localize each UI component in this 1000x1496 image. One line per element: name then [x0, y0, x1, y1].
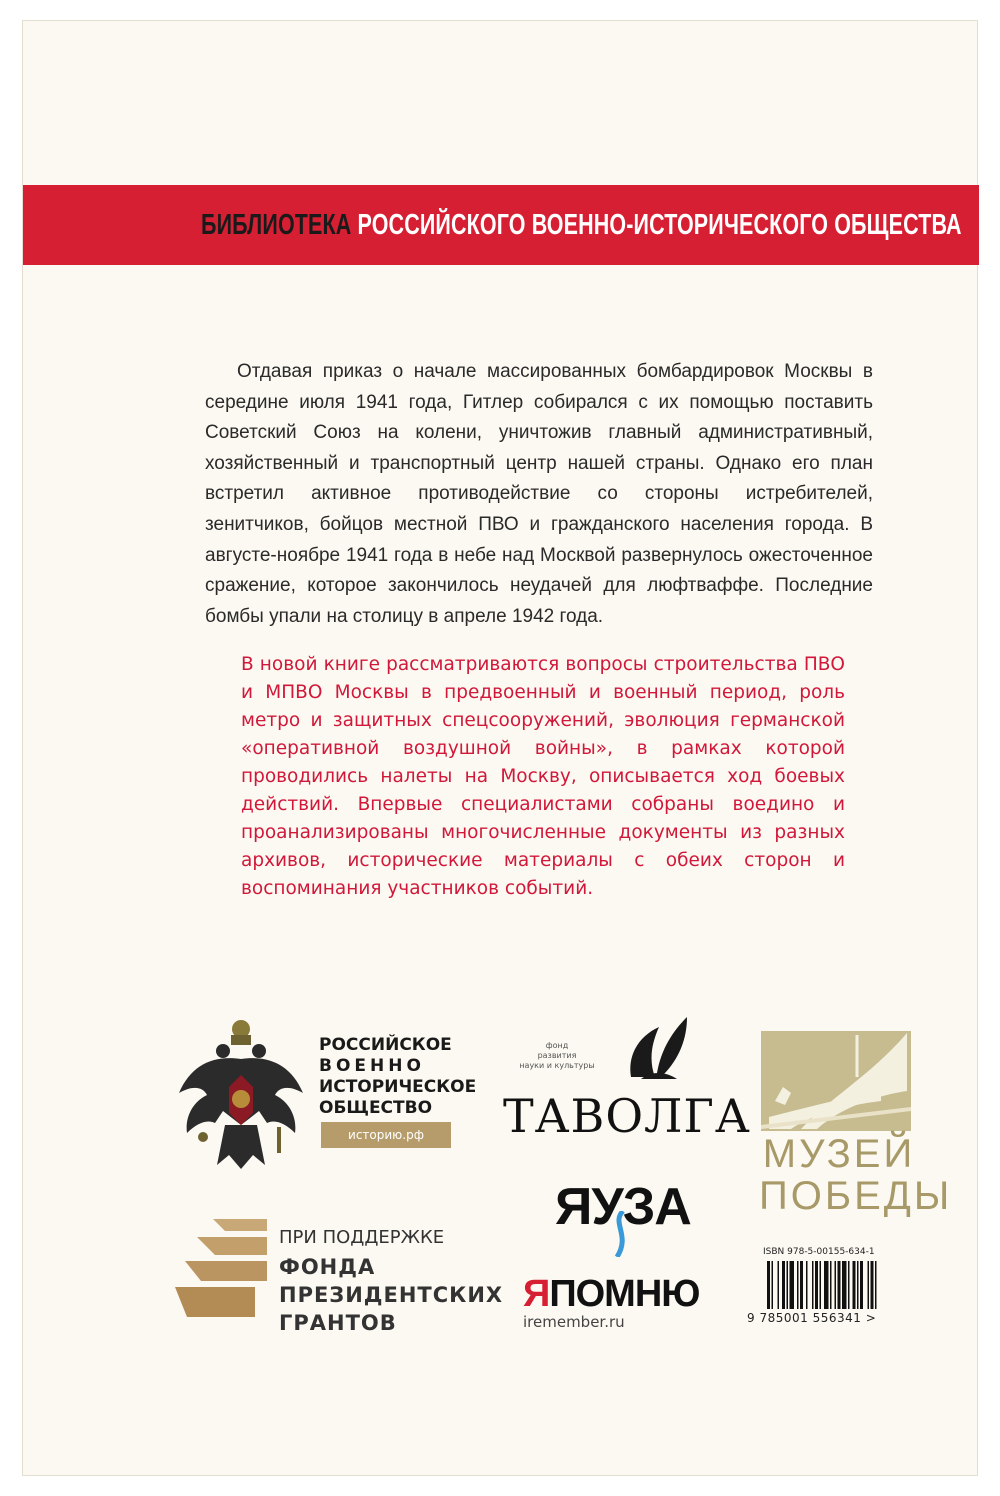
barcode-digits: 9 785001 556341 >: [747, 1311, 877, 1325]
series-title-prefix: БИБЛИОТЕКА: [201, 209, 352, 241]
isbn-label: ISBN 978-5-00155-634-1: [763, 1247, 875, 1257]
yapomnyu-url: iremember.ru: [523, 1313, 625, 1331]
yapomnyu-rest: ПОМНЮ: [549, 1273, 700, 1315]
annotation-highlight: В новой книге рассматриваются вопросы строительства ПВО и МПВО Москвы в предвоенный и военный период, роль метро и защитных спецсооружений, эволюция германской «оперативной воздушной войны», в рамках которой проводились налеты на Москву, описывается ход боевых действий. Впервые специалистами собраны воедино и проанализированы многочисленные документы из разных архивов, исторические материалы с обеих сторон и воспоминания участников событий.: [241, 654, 845, 899]
rvio-eagle-emblem: [173, 1015, 309, 1175]
series-banner: [23, 185, 979, 265]
series-title: [201, 205, 962, 245]
back-cover: [22, 20, 978, 1476]
tavolga-subtitle-line: науки и культуры: [519, 1061, 595, 1070]
yauza-name: ЯУЗА: [555, 1178, 691, 1236]
yauza-wave-icon: [609, 1211, 633, 1257]
tavolga-subtitle-line: фонд: [545, 1041, 569, 1050]
tavolga-leaf-icon: [621, 1013, 691, 1085]
rvio-line: РОССИЙСКОЕ: [319, 1035, 452, 1055]
rvio-site-badge: историю.рф: [321, 1122, 451, 1148]
museum-name: [759, 1132, 953, 1218]
grants-fund-icon: [175, 1219, 267, 1317]
series-title-rest: РОССИЙСКОГО ВОЕННО-ИСТОРИЧЕСКОГО ОБЩЕСТВА: [351, 209, 962, 241]
rvio-line: ВОЕННО: [319, 1056, 425, 1076]
tavolga-subtitle: [497, 1041, 617, 1071]
grants-fund-name: [279, 1253, 503, 1337]
museum-name-line: ПОБЕДЫ: [759, 1174, 953, 1218]
tavolga-subtitle-line: развития: [537, 1051, 577, 1060]
grants-fund-line: ПРЕЗИДЕНТСКИХ: [279, 1283, 504, 1307]
grants-fund-line: ФОНДА: [279, 1255, 376, 1279]
yapomnyu-logo: [523, 1273, 699, 1316]
yapomnyu-accent: Я: [523, 1273, 550, 1315]
annotation-text: Отдавая приказ о начале массированных бомбардировок Москвы в середине июля 1941 года, Гитлер собирался с их помощью поставить Советский Союз на колени, уничтожив главный административный, хозяйственный и транспортный центр нашей страны. Однако его план встретил активное противодействие со стороны истребителей, зенитчиков, бойцов местной ПВО и гражданского населения города. В августе-ноябре 1941 года в небе над Москвой развернулось ожесточенное сражение, которое закончилось неудачей для люфтваффе. Последние бомбы упали на столицу в апреле 1942 года.: [205, 361, 873, 627]
rvio-name: [319, 1035, 476, 1119]
rvio-line: ИСТОРИЧЕСКОЕ: [319, 1077, 477, 1097]
tavolga-name: ТАВОЛГА: [503, 1089, 751, 1143]
barcode-image: [767, 1261, 917, 1311]
museum-name-line: МУЗЕЙ: [762, 1132, 916, 1176]
rvio-line: ОБЩЕСТВО: [319, 1098, 433, 1118]
grants-fund-line: ГРАНТОВ: [279, 1311, 397, 1335]
museum-monument-icon: [761, 1031, 911, 1131]
grants-support-label: ПРИ ПОДДЕРЖКЕ: [279, 1227, 445, 1248]
